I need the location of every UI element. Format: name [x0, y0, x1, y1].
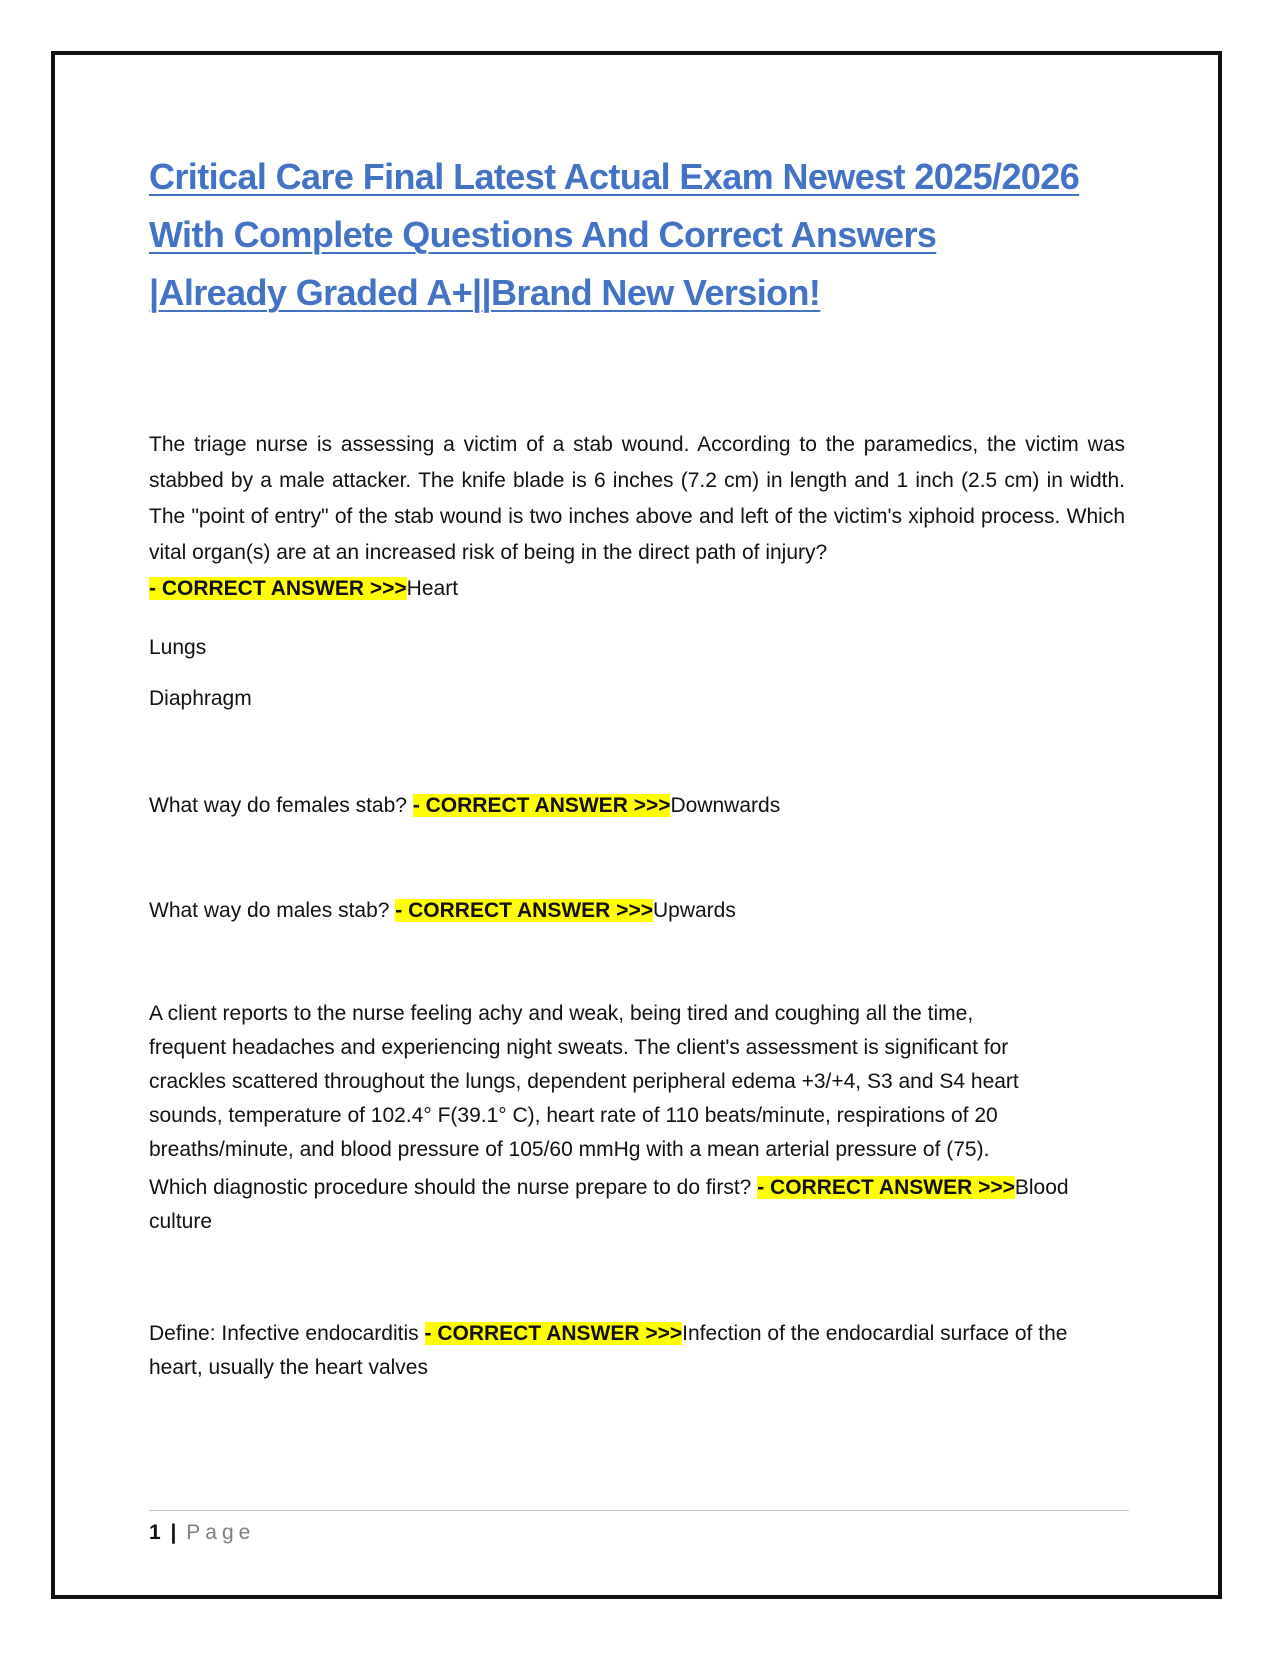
question-4-line: breaths/minute, and blood pressure of 105/60 mmHg with a mean arterial pressure of (75).	[149, 1138, 990, 1161]
correct-answer-marker: - CORRECT ANSWER >>>	[757, 1176, 1015, 1199]
question-1-text: The triage nurse is assessing a victim of a stab wound. According to the paramedics, the victim was stabbed by a male attacker. The knife blade is 6 inches (7.2 cm) in length and 1 inch (2.5 cm) in width. The "point of entry" of the stab wound is two inches above and left of the victim's xiphoid process. Which vital organ(s) are at an increased risk of being in the direct path of injury?	[149, 433, 1125, 564]
document-title	[149, 148, 1129, 322]
page-label: Page	[186, 1521, 256, 1544]
footer-separator: |	[170, 1521, 177, 1544]
page-footer	[149, 1518, 255, 1548]
question-1	[149, 427, 1125, 607]
question-4-line: sounds, temperature of 102.4° F(39.1° C), heart rate of 110 beats/minute, respirations of 20	[149, 1104, 998, 1127]
answer-1-extra-line: Diaphragm	[149, 687, 252, 710]
question-4-final-line	[149, 1171, 1125, 1239]
page-number: 1	[149, 1521, 161, 1544]
correct-answer-marker: - CORRECT ANSWER >>>	[424, 1322, 683, 1345]
correct-answer-marker: - CORRECT ANSWER >>>	[395, 899, 653, 922]
question-5	[149, 1317, 1099, 1385]
answer-1-text: Heart	[406, 577, 459, 600]
title-line-1: Critical Care Final Latest Actual Exam Newest 2025/2026	[149, 156, 1080, 197]
question-5-text: Define: Infective endocarditis	[149, 1322, 419, 1345]
question-2-text: What way do females stab?	[149, 794, 407, 817]
question-2	[149, 788, 1125, 824]
question-4-line: frequent headaches and experiencing night sweats. The client's assessment is significant for	[149, 1036, 1009, 1059]
correct-answer-marker: - CORRECT ANSWER >>>	[412, 794, 671, 817]
question-4-line: crackles scattered throughout the lungs, dependent peripheral edema +3/+4, S3 and S4 heart	[149, 1070, 1019, 1093]
question-3	[149, 893, 1125, 929]
footer-divider	[149, 1510, 1129, 1511]
title-line-2: With Complete Questions And Correct Answers	[149, 214, 937, 255]
question-4-line: Which diagnostic procedure should the nurse prepare to do first?	[149, 1176, 752, 1199]
answer-5-text: Infection of the endocardial surface of the heart, usually the heart valves	[149, 1322, 1068, 1379]
question-4	[149, 997, 1125, 1239]
answer-4-text: Blood culture	[149, 1176, 1069, 1233]
question-3-text: What way do males stab?	[149, 899, 390, 922]
answer-2-text: Downwards	[670, 794, 781, 817]
question-4-line: A client reports to the nurse feeling achy and weak, being tired and coughing all the time,	[149, 1002, 974, 1025]
answer-3-text: Upwards	[652, 899, 736, 922]
correct-answer-marker: - CORRECT ANSWER >>>	[149, 577, 407, 600]
title-line-3: |Already Graded A+||Brand New Version!	[149, 272, 821, 313]
answer-1-extra-line: Lungs	[149, 636, 207, 659]
